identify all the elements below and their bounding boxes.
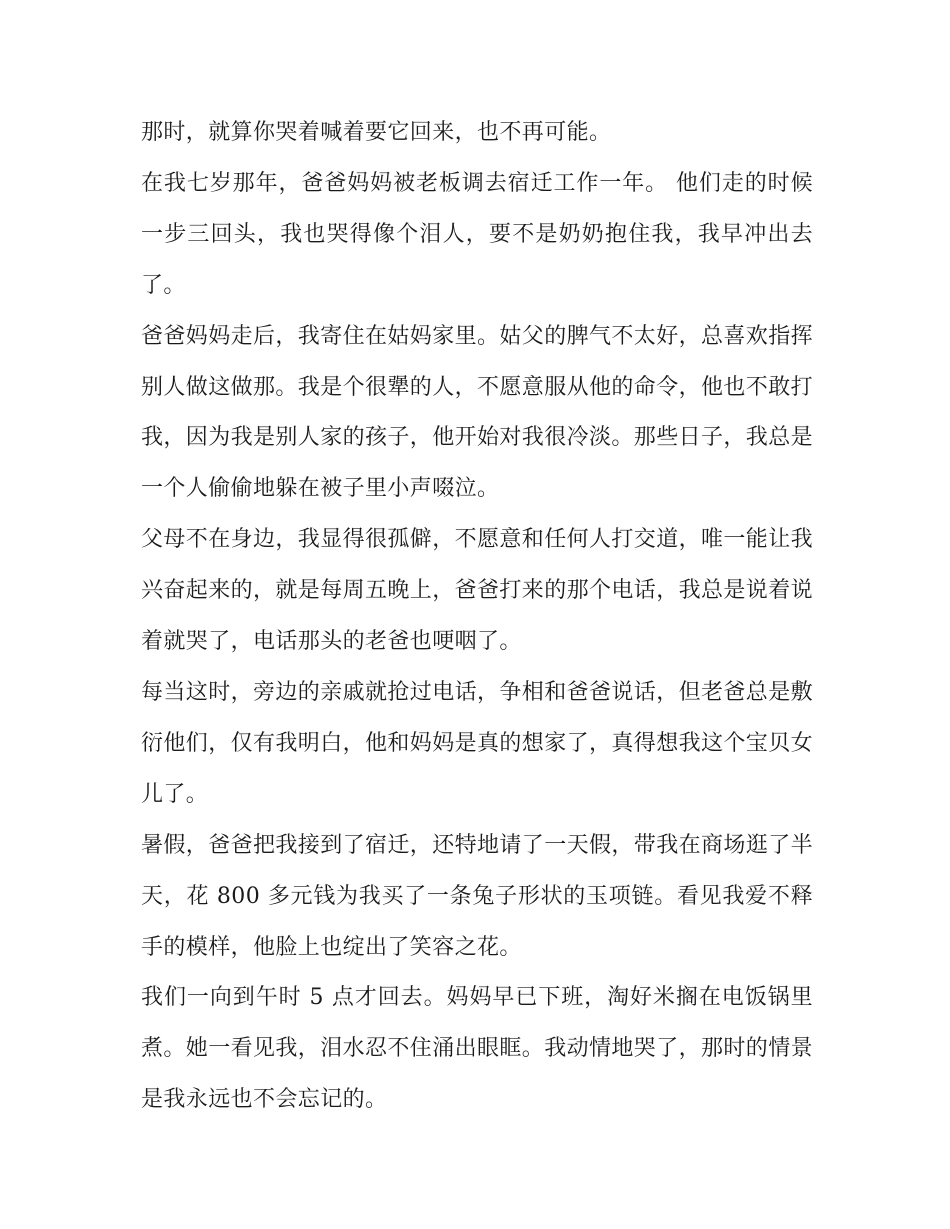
paragraph-2: 在我七岁那年，爸爸妈妈被老板调去宿迁工作一年。 他们走的时候一步三回头，我也哭得像个泪人，要不是奶奶抱住我，我早冲出去了。 (141, 170, 813, 298)
paragraph-7: 我们一向到午时 5 点才回去。妈妈早已下班，淘好米搁在电饭锅里煮。她一看见我，泪水忍不住涌出眼眶。我动情地哭了，那时的情景是我永远也不会忘记的。 (141, 985, 814, 1113)
document-body (141, 108, 813, 1126)
paragraph-1: 那时，就算你哭着喊着要它回来，也不再可能。 (141, 120, 612, 145)
paragraph-5: 每当这时，旁边的亲戚就抢过电话，争相和爸爸说话，但老爸总是敷衍他们，仅有我明白，他和妈妈是真的想家了，真得想我这个宝贝女儿了。 (141, 679, 814, 807)
paragraph-4: 父母不在身边，我显得很孤僻，不愿意和任何人打交道，唯一能让我兴奋起来的，就是每周五晚上，爸爸打来的那个电话，我总是说着说着就哭了，电话那头的老爸也哽咽了。 (141, 527, 814, 655)
paragraph-6: 暑假，爸爸把我接到了宿迁，还特地请了一天假，带我在商场逛了半天，花 800 多元钱为我买了一条兔子形状的玉项链。看见我爱不释手的模样，他脸上也绽出了笑容之花。 (141, 832, 814, 960)
paragraph-3: 爸爸妈妈走后，我寄住在姑妈家里。姑父的脾气不太好，总喜欢指挥别人做这做那。我是个很犟的人，不愿意服从他的命令，他也不敢打我，因为我是别人家的孩子，他开始对我很冷淡。那些日子，我总是一个人偷偷地躲在被子里小声啜泣。 (141, 323, 814, 502)
